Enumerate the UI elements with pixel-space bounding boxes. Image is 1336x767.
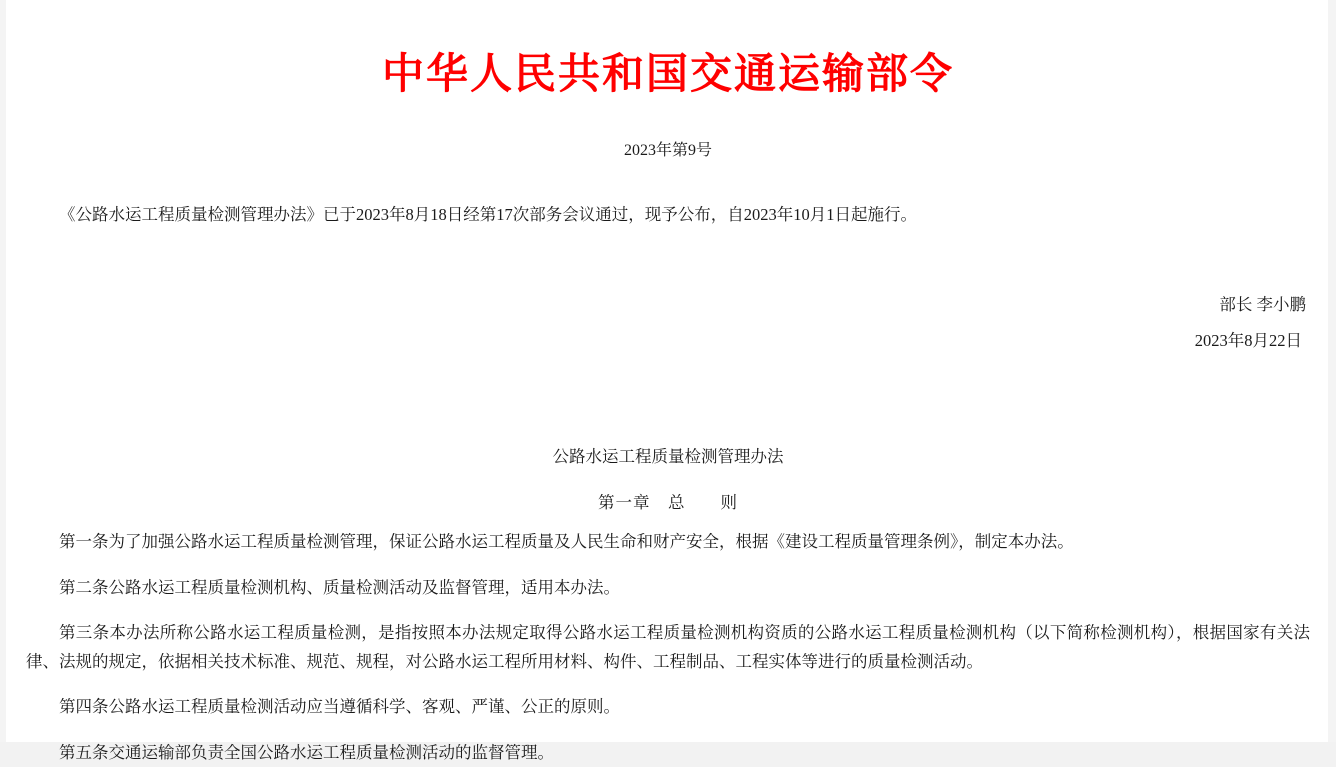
announcement-paragraph: 《公路水运工程质量检测管理办法》已于2023年8月18日经第17次部务会议通过，现予公布，自2023年10月1日起施行。 xyxy=(59,204,917,224)
signature-line: 部长 李小鹏 xyxy=(1219,295,1306,315)
article-paragraph: 第三条本办法所称公路水运工程质量检测，是指按照本办法规定取得公路水运工程质量检测机构资质的公路水运工程质量检测机构（以下简称检测机构），根据国家有关法律、法规的规定，依据相关技术标准、规范、规程，对公路水运工程所用材料、构件、工程制品、工程实体等进行的质量检测活动。 xyxy=(26,622,1310,671)
article-paragraph: 第五条交通运输部负责全国公路水运工程质量检测活动的监督管理。 xyxy=(59,742,554,762)
article-paragraph: 第二条公路水运工程质量检测机构、质量检测活动及监督管理，适用本办法。 xyxy=(59,577,620,597)
chapter-heading: 第一章 总 则 xyxy=(598,493,738,513)
signature-date: 2023年8月22日 xyxy=(1194,331,1302,351)
article-paragraph: 第四条公路水运工程质量检测活动应当遵循科学、客观、严谨、公正的原则。 xyxy=(59,697,620,717)
page-title: 中华人民共和国交通运输部令 xyxy=(381,49,954,98)
regulation-title: 公路水运工程质量检测管理办法 xyxy=(552,447,784,467)
document-number: 2023年第9号 xyxy=(623,141,712,159)
article-paragraph: 第一条为了加强公路水运工程质量检测管理，保证公路水运工程质量及人民生命和财产安全，根据《建设工程质量管理条例》，制定本办法。 xyxy=(59,532,1074,552)
